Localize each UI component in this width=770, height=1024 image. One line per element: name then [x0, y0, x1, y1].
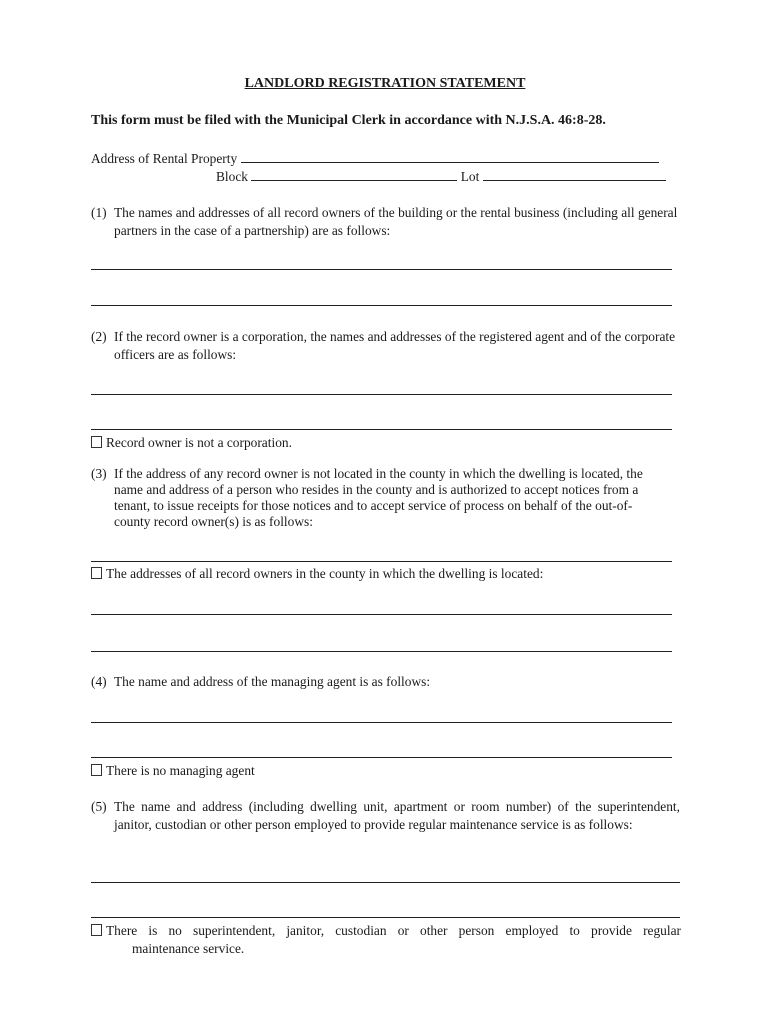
filing-instruction: This form must be filed with the Municipal Clerk in accordance with N.J.S.A. 46:8-28. [91, 113, 606, 128]
block-field[interactable] [251, 169, 457, 181]
block-lot-row [216, 168, 666, 186]
corporate-line-2[interactable] [91, 429, 672, 430]
section-2 [91, 328, 681, 364]
form-title: LANDLORD REGISTRATION STATEMENT [244, 76, 526, 91]
section-text: The name and address of the managing agent is as follows: [114, 674, 431, 689]
managing-agent-line-2[interactable] [91, 757, 672, 758]
address-row [91, 150, 659, 168]
in-county-line-1[interactable] [91, 614, 672, 615]
checkbox[interactable] [91, 924, 102, 936]
checkbox-label: There is no superintendent, janitor, custodian or other person employed to provide regular [106, 923, 681, 938]
in-county-option[interactable] [91, 565, 543, 583]
block-label: Block [216, 169, 248, 184]
superintendent-line-1[interactable] [91, 882, 680, 883]
section-number: (5) [91, 799, 107, 814]
section-text: The names and addresses of all record owners of the building or the rental business (including all general partners in the case of a partnership) are as follows: [114, 205, 678, 238]
checkbox[interactable] [91, 764, 102, 776]
checkbox-label-continued: maintenance service. [132, 941, 245, 956]
corporate-line-1[interactable] [91, 394, 672, 395]
no-superintendent-option[interactable] [91, 922, 681, 958]
section-number: (4) [91, 674, 107, 689]
no-managing-agent-option[interactable] [91, 762, 255, 780]
checkbox[interactable] [91, 436, 102, 448]
section-text: The name and address (including dwelling unit, apartment or room number) of the superintendent, janitor, custodian or other person employed to provide regular maintenance service is as follows: [114, 799, 680, 832]
section-4 [91, 673, 681, 691]
lot-label: Lot [460, 169, 480, 184]
section-text: If the record owner is a corporation, the names and addresses of the registered agent and of the corporate officers are as follows: [114, 329, 676, 362]
checkbox-label: Record owner is not a corporation. [106, 435, 292, 450]
checkbox[interactable] [91, 567, 102, 579]
owners-line-1[interactable] [91, 269, 672, 270]
in-county-line-2[interactable] [91, 651, 672, 652]
address-field[interactable] [241, 151, 659, 163]
managing-agent-line-1[interactable] [91, 722, 672, 723]
section-number: (1) [91, 205, 107, 220]
section-number: (3) [91, 466, 107, 481]
section-number: (2) [91, 329, 107, 344]
section-3 [91, 466, 681, 530]
owners-line-2[interactable] [91, 305, 672, 306]
section-5 [91, 798, 681, 834]
lot-field[interactable] [483, 169, 666, 181]
section-text: If the address of any record owner is not located in the county in which the dwelling is located, the name and address of a person who resides in the county and is authorized to accept notices from a tenant, to issue receipts for those notices and to accept service of process on behalf of the out-of-county record owner(s) is as follows: [114, 466, 643, 529]
section-1 [91, 204, 681, 240]
checkbox-label: There is no managing agent [106, 763, 255, 778]
checkbox-label: The addresses of all record owners in the county in which the dwelling is located: [106, 566, 544, 581]
superintendent-line-2[interactable] [91, 917, 680, 918]
not-corporation-option[interactable] [91, 434, 292, 452]
address-label: Address of Rental Property [91, 151, 238, 166]
county-agent-line[interactable] [91, 561, 672, 562]
